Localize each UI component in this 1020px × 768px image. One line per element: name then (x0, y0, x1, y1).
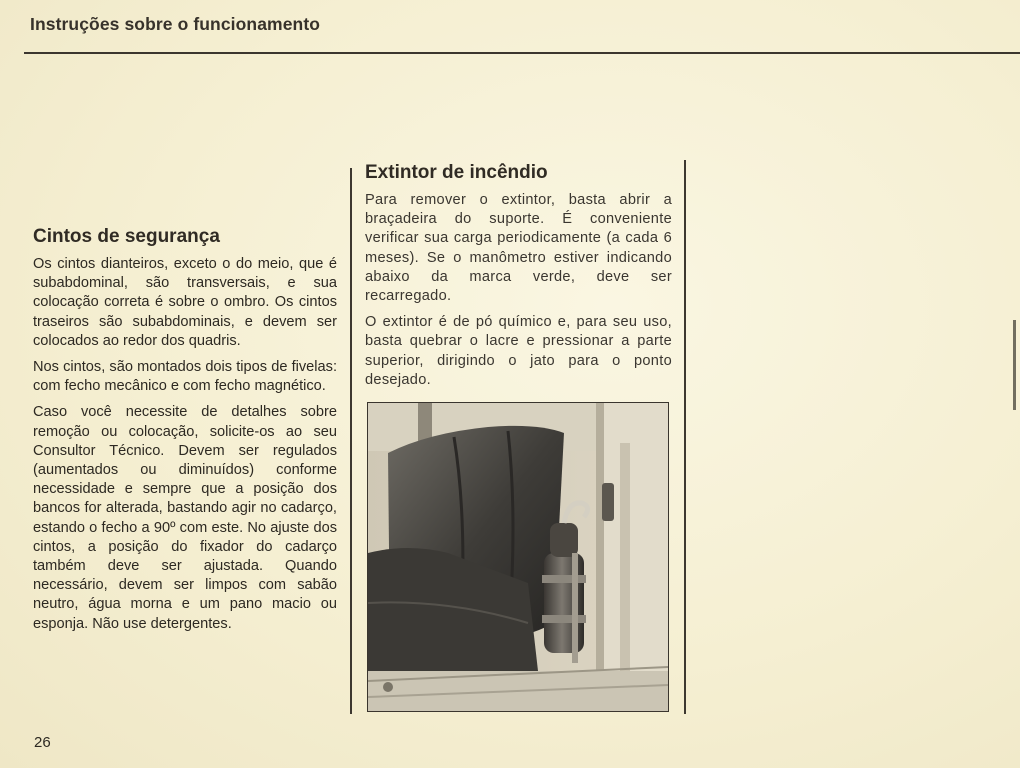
seatbelts-heading: Cintos de segurança (33, 226, 220, 247)
fire-extinguisher-paragraph-1: Para remover o extintor, basta abrir a braçadeira do suporte. É conveniente verificar sua carga periodicamente (a cada 6 meses). Se o manômetro estiver indicando abaixo da marca verde, deve ser recarregado. (365, 192, 672, 305)
seatbelts-paragraph-2: Nos cintos, são montados dois tipos de fivelas: com fecho mecânico e com fecho magnético. (33, 359, 337, 395)
seatbelts-paragraph-1: Os cintos dianteiros, exceto o do meio, que é subabdominal, são transversais, e sua colocação correta é sobre o ombro. Os cintos traseiros são subabdominais, e devem ser colocados ao redor dos quadris. (33, 256, 337, 349)
header-rule (24, 52, 1020, 54)
fire-extinguisher-section (365, 162, 672, 397)
page-number: 26 (34, 734, 51, 751)
fire-extinguisher-paragraph-2: O extintor é de pó químico e, para seu uso, basta quebrar o lacre e pressionar a parte superior, dirigindo o jato para o ponto desejado. (365, 314, 672, 388)
fire-extinguisher-photo (367, 402, 669, 712)
page-edge-mark (1013, 320, 1016, 410)
column-divider-right (684, 160, 686, 714)
extinguisher-photo-illustration (368, 403, 668, 711)
seatbelts-paragraph-3: Caso você necessite de detalhes sobre remoção ou colocação, solicite-os ao seu Consultor Técnico. Devem ser regulados (aumentados ou diminuídos) conforme necessidade e sempre que a posição dos bancos for alterada, bastando agir no cadarço, estando o fecho a 90º com este. No ajuste dos cintos, a posição do fixador do cadarço também deve ser ajustada. Quando necessário, devem ser limpos com sabão neutro, água morna e um pano macio ou esponja. Não use detergentes. (33, 404, 337, 632)
fire-extinguisher-heading: Extintor de incêndio (365, 162, 548, 183)
column-divider-left (350, 168, 352, 714)
seatbelts-section (33, 226, 337, 641)
page-header-title: Instruções sobre o funcionamento (30, 14, 321, 34)
